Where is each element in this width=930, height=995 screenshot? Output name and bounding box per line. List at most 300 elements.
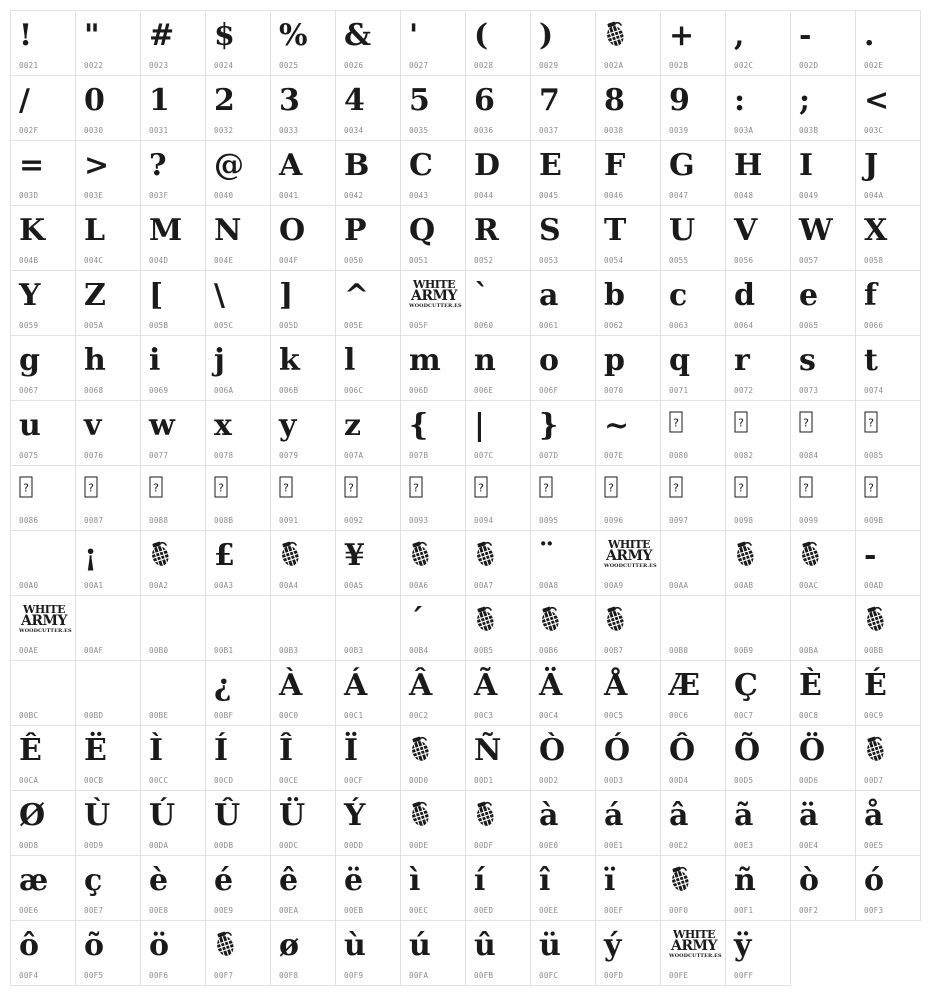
glyph-sample: ó (864, 863, 885, 898)
glyph-cell (141, 856, 206, 921)
glyph-sample: u (19, 408, 41, 443)
glyph-codepoint: 0058 (864, 256, 884, 265)
glyph-sample: x (214, 408, 232, 443)
glyph-sample: 6 (474, 83, 495, 118)
glyph-codepoint: 0099 (799, 516, 819, 525)
glyph-sample: U (669, 213, 696, 248)
glyph-cell (596, 921, 661, 986)
grenade-icon (604, 606, 626, 637)
glyph-cell (271, 11, 336, 76)
glyph-cell (271, 856, 336, 921)
glyph-codepoint: 0051 (409, 256, 429, 265)
glyph-codepoint: 003B (799, 126, 819, 135)
svg-text:?: ? (608, 481, 614, 495)
glyph-sample: ù (344, 928, 366, 963)
glyph-codepoint: 00D0 (409, 776, 429, 785)
glyph-codepoint: 0080 (669, 451, 689, 460)
glyph-codepoint: 00CA (19, 776, 39, 785)
glyph-cell (271, 466, 336, 531)
grenade-icon (864, 606, 886, 637)
glyph-cell (401, 726, 466, 791)
glyph-codepoint: 00C0 (279, 711, 299, 720)
glyph-codepoint: 003A (734, 126, 754, 135)
svg-text:?: ? (283, 481, 289, 495)
glyph-sample: ú (409, 928, 431, 963)
grenade-icon (669, 866, 691, 897)
glyph-cell (401, 141, 466, 206)
glyph-cell (206, 206, 271, 271)
glyph-codepoint: 00CD (214, 776, 234, 785)
glyph-sample: ç (84, 863, 103, 898)
glyph-cell (271, 726, 336, 791)
glyph-cell (336, 791, 401, 856)
glyph-codepoint: 0067 (19, 386, 39, 395)
glyph-codepoint: 00A1 (84, 581, 104, 590)
glyph-sample: f (864, 278, 877, 313)
glyph-codepoint: 005A (84, 321, 104, 330)
glyph-codepoint: 00AD (864, 581, 884, 590)
glyph-cell (336, 531, 401, 596)
glyph-sample: r (734, 343, 750, 378)
glyph-codepoint: 005B (149, 321, 169, 330)
glyph-sample: | (474, 408, 485, 443)
glyph-codepoint: 0029 (539, 61, 559, 70)
glyph-cell (336, 856, 401, 921)
glyph-sample: E (539, 148, 562, 183)
glyph-cell (401, 531, 466, 596)
glyph-codepoint: 005D (279, 321, 299, 330)
svg-text:?: ? (23, 481, 29, 495)
glyph-codepoint: 0031 (149, 126, 169, 135)
glyph-cell (596, 11, 661, 76)
glyph-cell (206, 856, 271, 921)
glyph-cell (661, 76, 726, 141)
glyph-codepoint: 0071 (669, 386, 689, 395)
glyph-sample: c (669, 278, 688, 313)
grenade-icon (149, 541, 171, 572)
glyph-cell (726, 531, 791, 596)
glyph-codepoint: 0098 (734, 516, 754, 525)
glyph-sample: é (214, 863, 234, 898)
missing-glyph-box-icon (279, 476, 293, 503)
glyph-cell (141, 596, 206, 661)
glyph-sample: Ñ (474, 733, 502, 768)
glyph-cell (856, 596, 921, 661)
glyph-cell (401, 401, 466, 466)
glyph-codepoint: 00B3 (344, 646, 364, 655)
svg-text:?: ? (543, 481, 549, 495)
glyph-codepoint: 0062 (604, 321, 624, 330)
glyph-cell (206, 11, 271, 76)
glyph-codepoint: 006B (279, 386, 299, 395)
glyph-codepoint: 0065 (799, 321, 819, 330)
svg-text:?: ? (803, 481, 809, 495)
glyph-codepoint: 00AC (799, 581, 819, 590)
glyph-cell (206, 466, 271, 531)
glyph-codepoint: 0030 (84, 126, 104, 135)
grenade-icon (799, 541, 821, 572)
svg-text:?: ? (738, 481, 744, 495)
glyph-codepoint: 0059 (19, 321, 39, 330)
glyph-sample: 1 (149, 83, 170, 118)
glyph-sample: b (604, 278, 625, 313)
logo-text-line1: WHITE (23, 603, 65, 616)
glyph-codepoint: 0021 (19, 61, 39, 70)
glyph-codepoint: 0094 (474, 516, 494, 525)
glyph-cell (401, 921, 466, 986)
glyph-codepoint: 00DA (149, 841, 169, 850)
glyph-cell (336, 596, 401, 661)
glyph-cell (466, 11, 531, 76)
glyph-cell (206, 596, 271, 661)
glyph-cell (11, 76, 76, 141)
logo-text-line3: WOODCUTTER.ES (604, 563, 657, 569)
glyph-cell (336, 661, 401, 726)
glyph-cell (791, 466, 856, 531)
glyph-cell (596, 401, 661, 466)
glyph-cell (401, 661, 466, 726)
glyph-cell (76, 726, 141, 791)
glyph-sample: : (734, 83, 746, 118)
glyph-sample: B (344, 148, 370, 183)
glyph-cell (856, 466, 921, 531)
glyph-codepoint: 0055 (669, 256, 689, 265)
glyph-codepoint: 004D (149, 256, 169, 265)
glyph-cell (531, 921, 596, 986)
glyph-codepoint: 005C (214, 321, 234, 330)
glyph-sample: T (604, 213, 627, 248)
glyph-codepoint: 006E (474, 386, 494, 395)
glyph-cell (141, 661, 206, 726)
svg-text:?: ? (153, 481, 159, 495)
glyph-codepoint: 00F8 (279, 971, 299, 980)
glyph-sample: < (864, 83, 890, 118)
glyph-cell (11, 401, 76, 466)
logo-text-line1: WHITE (413, 278, 455, 291)
glyph-codepoint: 00A8 (539, 581, 559, 590)
glyph-cell (141, 11, 206, 76)
glyph-codepoint: 004A (864, 191, 884, 200)
glyph-codepoint: 0092 (344, 516, 364, 525)
glyph-codepoint: 00F9 (344, 971, 364, 980)
glyph-sample: p (604, 343, 625, 378)
glyph-cell (76, 856, 141, 921)
glyph-sample: £ (214, 538, 235, 573)
glyph-codepoint: 00BF (214, 711, 234, 720)
glyph-sample: ( (474, 18, 489, 53)
glyph-cell (791, 531, 856, 596)
glyph-codepoint: 0041 (279, 191, 299, 200)
glyph-cell (726, 791, 791, 856)
glyph-sample: S (539, 213, 561, 248)
glyph-codepoint: 0060 (474, 321, 494, 330)
glyph-sample: s (799, 343, 816, 378)
glyph-cell (206, 141, 271, 206)
glyph-cell (661, 921, 726, 986)
glyph-cell (791, 791, 856, 856)
glyph-sample: i (149, 343, 161, 378)
glyph-codepoint: 0074 (864, 386, 884, 395)
glyph-codepoint: 0057 (799, 256, 819, 265)
white-army-logo (604, 538, 657, 569)
glyph-codepoint: 004E (214, 256, 234, 265)
glyph-cell (76, 336, 141, 401)
glyph-sample: / (19, 83, 30, 118)
glyph-sample: ¥ (344, 538, 365, 573)
missing-glyph-box-icon (799, 411, 813, 438)
glyph-sample: Ï (344, 733, 359, 768)
glyph-codepoint: 00A7 (474, 581, 494, 590)
glyph-cell (856, 271, 921, 336)
glyph-codepoint: 0066 (864, 321, 884, 330)
glyph-codepoint: 00E8 (149, 906, 169, 915)
glyph-sample: # (149, 18, 175, 53)
glyph-sample: â (669, 798, 689, 833)
glyph-sample: 5 (409, 83, 430, 118)
glyph-sample: ô (19, 928, 40, 963)
glyph-cell (661, 531, 726, 596)
glyph-sample: 3 (279, 83, 300, 118)
glyph-sample: > (84, 148, 110, 183)
glyph-codepoint: 00EC (409, 906, 429, 915)
glyph-cell (531, 791, 596, 856)
glyph-cell (401, 336, 466, 401)
missing-glyph-box-icon (474, 476, 488, 503)
glyph-codepoint: 00DB (214, 841, 234, 850)
logo-text-line2: ARMY (411, 288, 457, 304)
glyph-codepoint: 003F (149, 191, 169, 200)
glyph-cell (466, 921, 531, 986)
glyph-codepoint: 0064 (734, 321, 754, 330)
glyph-sample: V (734, 213, 758, 248)
glyph-cell (596, 596, 661, 661)
glyph-grid (10, 10, 921, 986)
glyph-codepoint: 0063 (669, 321, 689, 330)
svg-text:?: ? (88, 481, 94, 495)
glyph-cell (76, 271, 141, 336)
glyph-cell (596, 661, 661, 726)
glyph-codepoint: 0025 (279, 61, 299, 70)
svg-text:?: ? (218, 481, 224, 495)
glyph-sample: Å (604, 668, 628, 703)
glyph-codepoint: 003C (864, 126, 884, 135)
glyph-sample: ) (539, 18, 554, 53)
glyph-cell (336, 76, 401, 141)
glyph-cell (466, 531, 531, 596)
glyph-sample: ÿ (734, 928, 752, 963)
glyph-cell (596, 531, 661, 596)
glyph-cell (76, 661, 141, 726)
glyph-codepoint: 00CE (279, 776, 299, 785)
glyph-codepoint: 007E (604, 451, 624, 460)
glyph-sample: ï (604, 863, 616, 898)
glyph-sample: ? (149, 148, 167, 183)
glyph-cell (271, 921, 336, 986)
glyph-sample: ¡ (84, 538, 98, 573)
glyph-sample: Ü (279, 798, 306, 833)
glyph-codepoint: 00B0 (149, 646, 169, 655)
svg-text:?: ? (868, 481, 874, 495)
glyph-sample: Q (409, 213, 436, 248)
glyph-codepoint: 00B8 (669, 646, 689, 655)
glyph-codepoint: 0026 (344, 61, 364, 70)
glyph-sample: Ú (149, 798, 176, 833)
missing-glyph-box-icon (864, 411, 878, 438)
glyph-sample: ! (19, 18, 33, 53)
glyph-cell (141, 531, 206, 596)
glyph-cell (661, 206, 726, 271)
grenade-icon (409, 801, 431, 832)
glyph-sample: & (344, 18, 372, 53)
grenade-icon (734, 541, 756, 572)
glyph-sample: Ô (669, 733, 696, 768)
glyph-sample: È (799, 668, 822, 703)
glyph-cell (661, 856, 726, 921)
glyph-sample: ~ (604, 408, 630, 443)
grenade-icon (474, 541, 496, 572)
grenade-icon (409, 541, 431, 572)
glyph-sample: ] (279, 278, 294, 313)
glyph-codepoint: 0078 (214, 451, 234, 460)
glyph-codepoint: 0079 (279, 451, 299, 460)
glyph-codepoint: 0056 (734, 256, 754, 265)
glyph-cell (596, 791, 661, 856)
missing-glyph-box-icon (19, 476, 33, 503)
glyph-sample: Ù (84, 798, 111, 833)
glyph-sample: N (214, 213, 242, 248)
glyph-codepoint: 002D (799, 61, 819, 70)
glyph-codepoint: 0052 (474, 256, 494, 265)
glyph-codepoint: 0069 (149, 386, 169, 395)
glyph-sample: Ì (149, 733, 164, 768)
glyph-sample: A (279, 148, 303, 183)
glyph-cell (531, 11, 596, 76)
glyph-codepoint: 00E7 (84, 906, 104, 915)
glyph-sample: Ö (799, 733, 826, 768)
glyph-cell (531, 661, 596, 726)
glyph-cell (466, 141, 531, 206)
glyph-codepoint: 00EE (539, 906, 559, 915)
glyph-cell (466, 596, 531, 661)
glyph-cell (76, 206, 141, 271)
glyph-sample: ì (409, 863, 421, 898)
glyph-cell (11, 466, 76, 531)
grenade-icon (474, 606, 496, 637)
glyph-cell (596, 856, 661, 921)
svg-text:?: ? (803, 416, 809, 430)
glyph-cell (466, 336, 531, 401)
glyph-cell (336, 921, 401, 986)
glyph-sample: 0 (84, 83, 105, 118)
glyph-cell (596, 271, 661, 336)
glyph-codepoint: 0046 (604, 191, 624, 200)
glyph-sample: F (604, 148, 626, 183)
glyph-cell (661, 141, 726, 206)
glyph-cell (336, 401, 401, 466)
logo-text-line1: WHITE (673, 928, 715, 941)
glyph-sample: W (799, 213, 833, 248)
glyph-sample: À (279, 668, 303, 703)
glyph-sample: Ø (19, 798, 46, 833)
glyph-codepoint: 00C4 (539, 711, 559, 720)
glyph-cell (11, 791, 76, 856)
glyph-cell (141, 791, 206, 856)
glyph-sample: ^ (344, 278, 370, 313)
glyph-codepoint: 0096 (604, 516, 624, 525)
glyph-codepoint: 00BE (149, 711, 169, 720)
glyph-sample: a (539, 278, 559, 313)
glyph-codepoint: 00AF (84, 646, 104, 655)
glyph-codepoint: 0054 (604, 256, 624, 265)
glyph-sample: î (539, 863, 551, 898)
glyph-cell (596, 466, 661, 531)
glyph-cell (271, 661, 336, 726)
glyph-cell (336, 141, 401, 206)
glyph-cell (791, 661, 856, 726)
glyph-codepoint: 00C5 (604, 711, 624, 720)
glyph-sample: Û (214, 798, 241, 833)
glyph-cell (206, 336, 271, 401)
glyph-codepoint: 00DF (474, 841, 494, 850)
glyph-sample: t (864, 343, 878, 378)
glyph-cell (401, 271, 466, 336)
glyph-sample: - (864, 538, 877, 573)
glyph-cell (141, 466, 206, 531)
glyph-cell (466, 271, 531, 336)
glyph-sample: Î (279, 733, 294, 768)
glyph-cell (11, 141, 76, 206)
glyph-sample: L (84, 213, 106, 248)
glyph-codepoint: 007B (409, 451, 429, 460)
glyph-cell (401, 11, 466, 76)
missing-glyph-box-icon (799, 476, 813, 503)
grenade-icon (409, 736, 431, 767)
glyph-sample: 8 (604, 83, 625, 118)
glyph-cell (791, 726, 856, 791)
glyph-cell (141, 141, 206, 206)
glyph-sample: H (734, 148, 763, 183)
glyph-cell (856, 206, 921, 271)
glyph-codepoint: 00CB (84, 776, 104, 785)
grenade-icon (214, 931, 236, 962)
glyph-codepoint: 00E5 (864, 841, 884, 850)
glyph-cell (466, 206, 531, 271)
glyph-cell (661, 401, 726, 466)
glyph-sample: ¨ (539, 538, 554, 573)
glyph-codepoint: 0077 (149, 451, 169, 460)
glyph-cell (661, 466, 726, 531)
glyph-codepoint: 0039 (669, 126, 689, 135)
glyph-codepoint: 00D3 (604, 776, 624, 785)
glyph-sample: Ò (539, 733, 566, 768)
glyph-sample: e (799, 278, 819, 313)
glyph-codepoint: 0049 (799, 191, 819, 200)
glyph-sample: Ë (84, 733, 107, 768)
glyph-codepoint: 0034 (344, 126, 364, 135)
svg-text:?: ? (868, 416, 874, 430)
glyph-cell (531, 206, 596, 271)
glyph-sample: $ (214, 18, 235, 53)
glyph-cell (206, 791, 271, 856)
glyph-codepoint: 00A6 (409, 581, 429, 590)
glyph-codepoint: 00C3 (474, 711, 494, 720)
glyph-cell (11, 596, 76, 661)
glyph-codepoint: 00BD (84, 711, 104, 720)
grenade-icon (864, 736, 886, 767)
glyph-sample: C (409, 148, 433, 183)
glyph-codepoint: 0022 (84, 61, 104, 70)
glyph-codepoint: 007A (344, 451, 364, 460)
